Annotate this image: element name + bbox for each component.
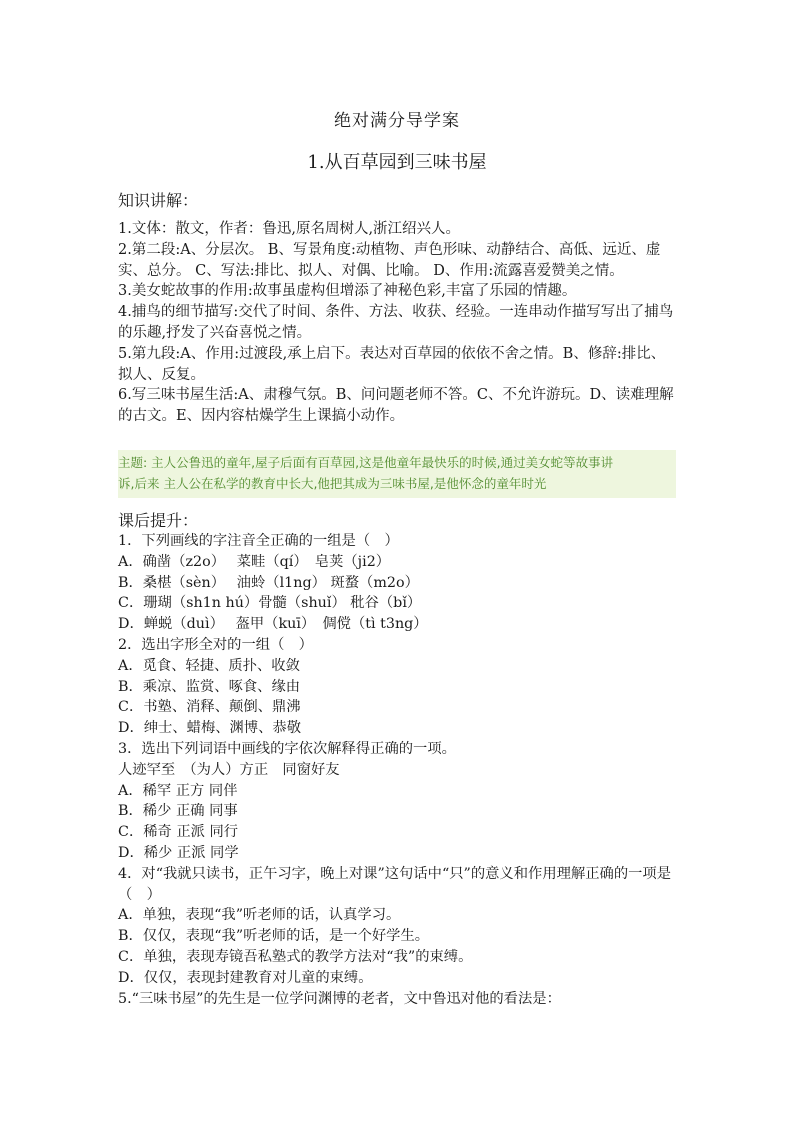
exercise-line: 人迹罕至 （为人）方正 同窗好友 [118,761,340,778]
exercise-option: D．蝉蜕（duì） 盔甲（kuī） 倜傥（tì t3ng） [118,616,428,633]
exercise-line: 5.“三味书屋”的先生是一位学问渊博的老者，文中鲁迅对他的看法是： [118,990,561,1007]
knowledge-heading: 知识讲解： [118,191,199,210]
exercise-list [118,531,680,1009]
document-title: 绝对满分导学案 [334,111,460,131]
exercise-option: A．单独，表现“我”听老师的话，认真学习。 [118,907,401,924]
exercise-option: C．珊瑚（sh1n hú）骨髓（shuǐ） 秕谷（bǐ） [118,595,422,612]
theme-line: 主题: 主人公鲁迅的童年,屋子后面有百草园,这是他童年最快乐的时候,通过美女蛇等故事讲 [118,455,614,470]
knowledge-item: 2.第二段:A、分层次。 B、写景角度:动植物、声色形味、动静结合、高低、远近、虚实、总分。 C、写法:排比、拟人、对偶、比喻。 D、作用:流露喜爱赞美之情。 [118,241,661,279]
exercise-option: C．单独，表现寿镜吾私塾式的教学方法对“我”的束缚。 [118,948,473,965]
exercise-line: 2．选出字形全对的一组（ ） [118,636,313,653]
exercise-option: C．稀奇 正派 同行 [118,824,239,841]
exercise-line: 3．选出下列词语中画线的字依次解释得正确的一项。 [118,740,456,757]
exercise-option: D．稀少 正派 同学 [118,844,239,861]
exercise-option: D．仅仅，表现封建教育对儿童的束缚。 [118,969,373,986]
exercise-option: B．仅仅，表现“我”听老师的话，是一个好学生。 [118,928,430,945]
exercise-line: 4．对“我就只读书，正午习字，晚上对课”这句话中“只”的意义和作用理解正确的一项是（ ） [118,865,672,903]
knowledge-item: 1.文体：散文，作者：鲁迅,原名周树人,浙江绍兴人。 [118,221,461,237]
knowledge-item: 4.捕鸟的细节描写:交代了时间、条件、方法、收获、经验。一连串动作描写写出了捕鸟的乐趣,抒发了兴奋喜悦之情。 [118,304,674,341]
knowledge-item: 6.写三味书屋生活:A、肃穆气氛。B、问问题老师不答。C、不允许游玩。D、读难理解的古文。E、因内容枯燥学生上课搞小动作。 [118,387,674,425]
lesson-title: 1.从百草园到三味书屋 [307,152,487,173]
exercise-option: C．书塾、消释、颠倒、鼎沸 [118,699,301,716]
exercises-heading: 课后提升： [118,511,199,530]
knowledge-item: 5.第九段:A、作用:过渡段,承上启下。表达对百草园的依依不舍之情。B、修辞:排比、拟人、反复。 [118,345,666,383]
exercise-option: A．觅食、轻捷、质扑、收敛 [118,657,300,674]
exercise-option: D．绅士、蜡梅、渊博、恭敬 [118,720,302,737]
theme-line: 诉,后来 主人公在私学的教育中长大,他把其成为三味书屋,是他怀念的童年时光 [118,476,547,491]
theme-summary-box [118,450,676,498]
knowledge-list [118,219,676,427]
exercise-option: A．稀罕 正方 同伴 [118,782,238,799]
exercise-option: B．乘凉、监赏、啄食、缘由 [118,678,301,695]
exercise-option: B．桑椹（sèn） 油蛉（l1ng） 斑蝥（m2o） [118,574,419,591]
exercise-option: B．稀少 正确 同事 [118,803,238,820]
exercise-option: A．确凿（z2o） 菜畦（qí） 皂荚（ji2） [118,553,391,570]
exercise-line: 1．下列画线的字注音全正确的一组是（ ） [118,533,399,549]
knowledge-item: 3.美女蛇故事的作用:故事虽虚构但增添了神秘色彩,丰富了乐园的情趣。 [118,283,577,300]
